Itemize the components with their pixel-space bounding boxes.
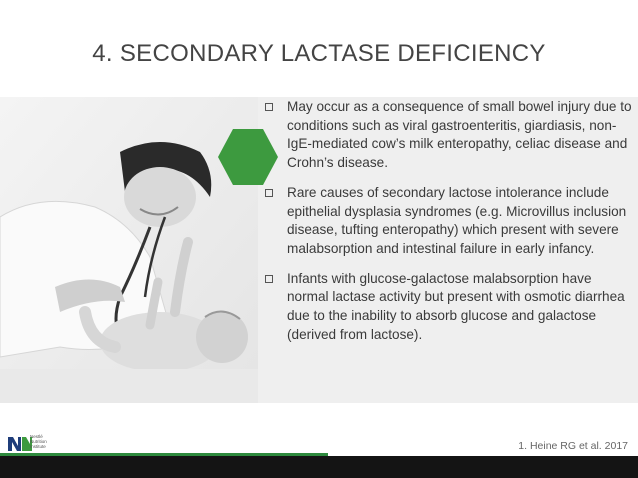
bullet-item bbox=[263, 184, 635, 259]
square-bullet-icon bbox=[265, 103, 273, 111]
bullet-item bbox=[263, 98, 635, 173]
square-bullet-icon bbox=[265, 275, 273, 283]
footer-dark-bar bbox=[0, 456, 638, 478]
citation: 1. Heine RG et al. 2017 bbox=[518, 440, 628, 452]
bullet-text: May occur as a consequence of small bowel injury due to conditions such as viral gastroenteritis, giardiasis, non-IgE-mediated cow’s milk enteropathy, celiac disease and Crohn’s disease. bbox=[287, 99, 632, 171]
logo-text: Nestlé Nutrition Institute bbox=[30, 434, 47, 449]
bullet-text: Infants with glucose-galactose malabsorption have normal lactase activity but present with osmotic diarrhea due to the inability to absorb glucose and galactose (derived from lactose). bbox=[287, 270, 625, 342]
slide-title: 4. SECONDARY LACTASE DEFICIENCY bbox=[92, 40, 546, 67]
bullet-item bbox=[263, 270, 635, 345]
bullet-list bbox=[263, 98, 635, 355]
square-bullet-icon bbox=[265, 189, 273, 197]
bullet-text: Rare causes of secondary lactose intolerance include epithelial dysplasia syndromes (e.g. Microvillus inclusion disease, tufting enteropathy) which present with severe malabsorption and intestinal failure in early infancy. bbox=[287, 184, 627, 256]
